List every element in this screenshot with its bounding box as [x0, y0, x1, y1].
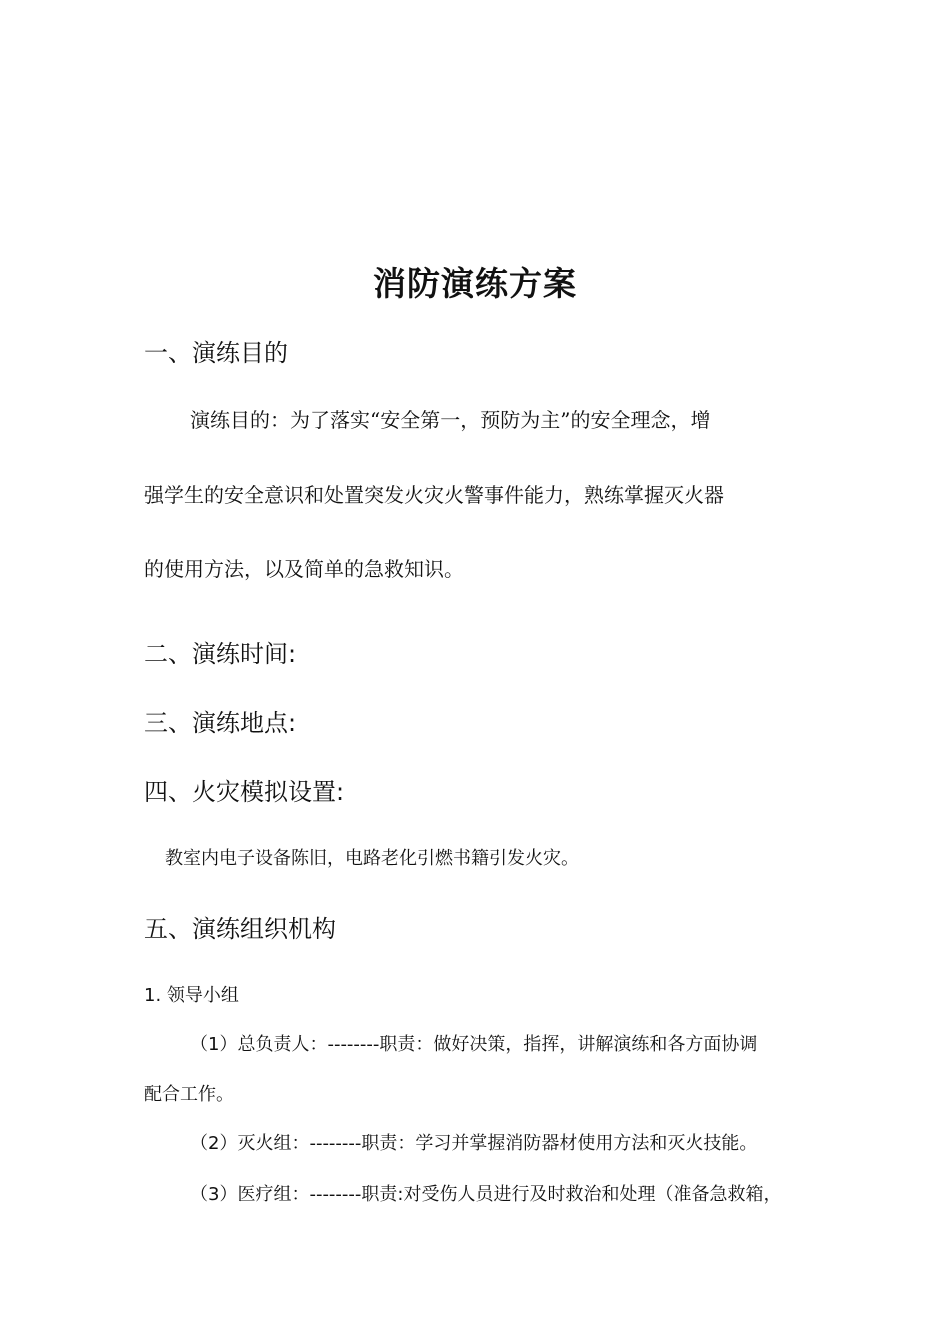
section-heading-location: 三、演练地点:	[144, 709, 297, 737]
document-title: 消防演练方案	[373, 264, 577, 303]
leadership-group-title: 1. 领导小组	[144, 985, 239, 1006]
section-heading-fire-setting: 四、火灾模拟设置:	[144, 778, 345, 806]
section-heading-time: 二、演练时间:	[144, 640, 297, 668]
org-item-firefighting: （2）灭火组：--------职责：学习并掌握消防器材使用方法和灭火技能。	[190, 1133, 758, 1154]
purpose-paragraph-line-3: 的使用方法，以及简单的急救知识。	[144, 557, 464, 581]
purpose-paragraph-line-2: 强学生的安全意识和处置突发火灾火警事件能力，熟练掌握灭火器	[144, 483, 724, 507]
section-heading-purpose: 一、演练目的	[144, 339, 288, 367]
org-item-chief: （1）总负责人：--------职责：做好决策，指挥，讲解演练和各方面协调	[190, 1034, 758, 1055]
purpose-paragraph-line-1: 演练目的：为了落实“安全第一，预防为主”的安全理念，增	[190, 408, 711, 432]
section-heading-organization: 五、演练组织机构	[144, 915, 336, 943]
fire-setting-text: 教室内电子设备陈旧，电路老化引燃书籍引发火灾。	[165, 848, 579, 869]
org-item-chief-continued: 配合工作。	[144, 1084, 234, 1105]
org-item-medical: （3）医疗组：--------职责:对受伤人员进行及时救治和处理（准备急救箱，	[190, 1184, 782, 1205]
